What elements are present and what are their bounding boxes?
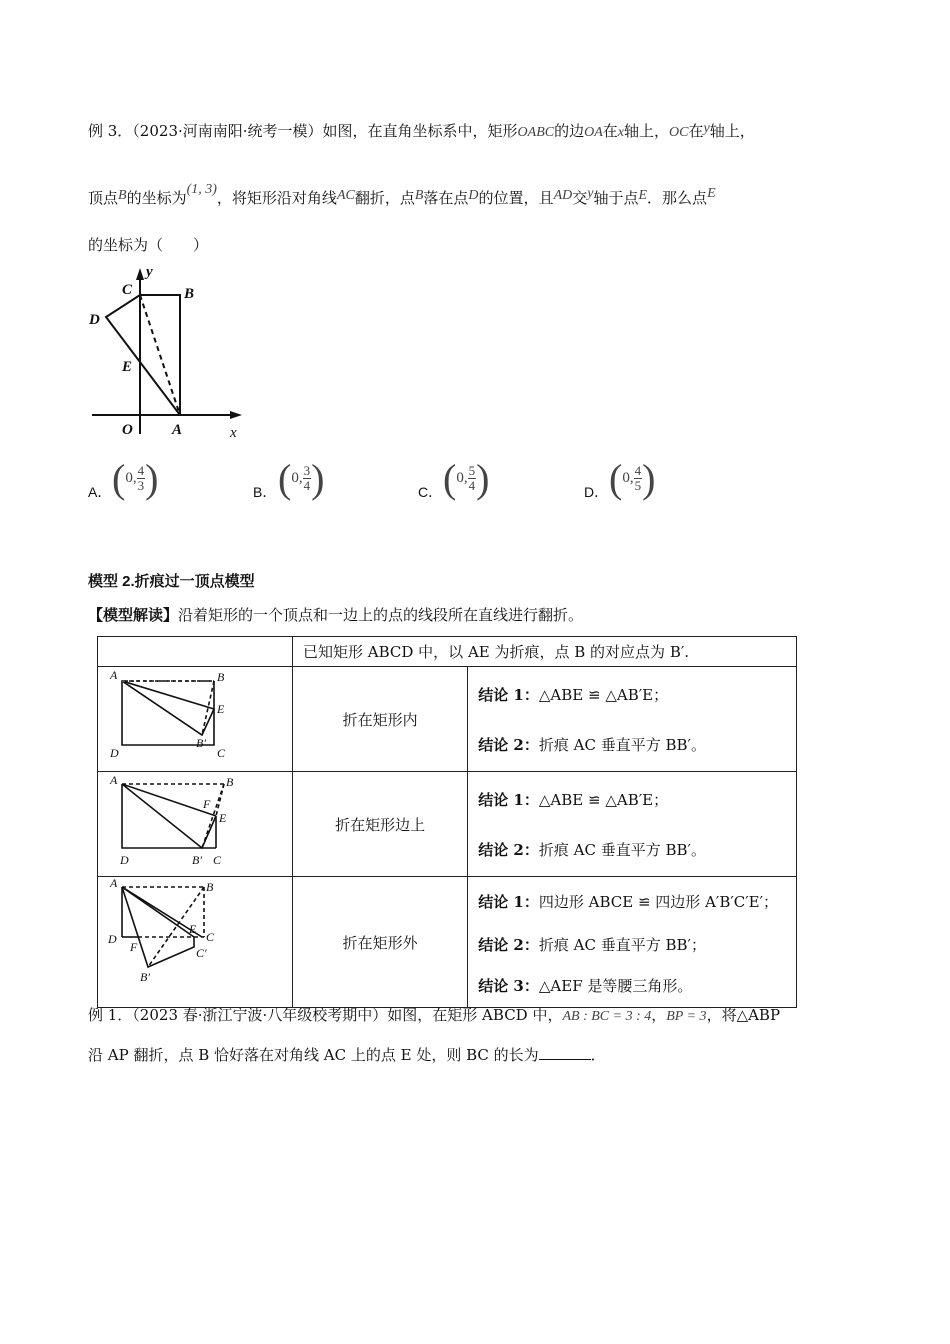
svg-text:E: E — [219, 811, 227, 825]
svg-text:E: E — [189, 922, 197, 936]
fig-fold-inside — [98, 667, 292, 767]
example3-line2: 顶点B的坐标为(1, 3)，将矩形沿对角线AC翻折，点B落在点D的位置，且AD交y轴于点E．那么点E — [88, 182, 716, 207]
svg-text:C′: C′ — [196, 946, 207, 960]
model2-title: 模型 2.折痕过一顶点模型 — [88, 573, 255, 590]
diagonal-ac — [140, 295, 180, 415]
fig-label-b: B — [184, 286, 195, 302]
choice-b-value: (0, $\frac{3}{4}$ ) — [278, 456, 325, 501]
choice-b-label[interactable]: B． — [253, 484, 277, 500]
table-row — [98, 667, 797, 772]
fig-fold-on-edge — [98, 772, 292, 872]
fig-fold-outside — [98, 877, 292, 1003]
example3-figure — [84, 262, 254, 442]
row1-case: 折在矩形内 — [293, 667, 468, 772]
svg-text:C: C — [213, 853, 222, 867]
svg-text:E: E — [217, 702, 225, 716]
table-row — [98, 772, 797, 877]
svg-text:D: D — [110, 746, 119, 760]
fig-label-a: A — [172, 422, 183, 438]
svg-text:B: B — [226, 775, 234, 789]
answer-blank[interactable] — [539, 1047, 591, 1060]
row3-conclusion-1: 结论 1：四边形 ABCE ≌ 四边形 A′B′C′E′； — [478, 892, 778, 911]
row3-figure-cell — [98, 877, 293, 1008]
fig-label-c: C — [122, 282, 133, 298]
row3-conclusion-3: 结论 3：△AEF 是等腰三角形。 — [478, 976, 693, 995]
row1-conclusion-2: 结论 2：折痕 AC 垂直平方 BB′。 — [478, 735, 706, 754]
fig-label-y: y — [146, 264, 153, 280]
folded-triangle — [106, 295, 180, 415]
choice-d-label[interactable]: D． — [584, 484, 609, 500]
choice-c-label[interactable]: C． — [418, 484, 443, 500]
svg-text:C: C — [217, 746, 226, 760]
svg-text:D: D — [120, 853, 129, 867]
row1-conclusion-1: 结论 1：△ABE ≌ △AB′E； — [478, 685, 669, 704]
table-header: 已知矩形 ABCD 中，以 AE 为折痕，点 B 的对应点为 B′. — [293, 637, 797, 667]
choice-a-label[interactable]: A． — [88, 484, 112, 500]
fig-label-x: x — [230, 425, 237, 441]
svg-text:B′: B′ — [192, 853, 202, 867]
example1-line1: 例 1．（2023 春·浙江宁波·八年级校考期中）如图，在矩形 ABCD 中，AB : BC = 3 : 4，BP = 3，将△ABP — [88, 1006, 781, 1024]
svg-text:B′: B′ — [140, 970, 150, 984]
example3-line3: 的坐标为（ ） — [88, 236, 209, 254]
row3-case: 折在矩形外 — [293, 877, 468, 1008]
model-table — [97, 636, 797, 1008]
row2-case: 折在矩形边上 — [293, 772, 468, 877]
svg-text:B: B — [217, 670, 225, 684]
example3-line1: 例 3．（2023·河南南阳·统考一模）如图，在直角坐标系中，矩形OABC的边OA在x轴上，OC在y轴上， — [88, 121, 755, 140]
svg-text:D: D — [108, 932, 117, 946]
choice-a-value: (0, $\frac{4}{3}$ ) — [112, 456, 159, 501]
svg-text:B: B — [206, 880, 214, 894]
svg-text:A: A — [110, 668, 118, 682]
row3-conclusion-2: 结论 2：折痕 AC 垂直平方 BB′； — [478, 935, 706, 954]
example1-line2: 沿 AP 翻折，点 B 恰好落在对角线 AC 上的点 E 处，则 BC 的长为 ． — [88, 1046, 606, 1064]
svg-text:F: F — [130, 940, 138, 954]
svg-text:C: C — [206, 930, 215, 944]
table-header-row — [98, 637, 797, 667]
row2-conclusion-1: 结论 1：△ABE ≌ △AB′E； — [478, 790, 669, 809]
svg-text:A: A — [110, 877, 118, 890]
y-axis-arrow — [136, 268, 144, 280]
table-row — [98, 877, 797, 1008]
fig-label-d: D — [89, 312, 100, 328]
choice-d-value: (0, $\frac{4}{5}$ ) — [609, 456, 656, 501]
fig-label-o: O — [122, 422, 133, 438]
row1-figure-cell — [98, 667, 293, 772]
svg-text:B′: B′ — [196, 736, 206, 750]
model2-explain: 【模型解读】沿着矩形的一个顶点和一边上的点的线段所在直线进行翻折。 — [88, 606, 584, 624]
choice-c-value: (0, $\frac{5}{4}$ ) — [443, 456, 490, 501]
svg-text:F: F — [203, 797, 211, 811]
row2-figure-cell — [98, 772, 293, 877]
svg-text:A: A — [110, 773, 118, 787]
x-axis-arrow — [230, 411, 242, 419]
fig-label-e: E — [122, 359, 133, 375]
row2-conclusion-2: 结论 2：折痕 AC 垂直平方 BB′。 — [478, 840, 706, 859]
